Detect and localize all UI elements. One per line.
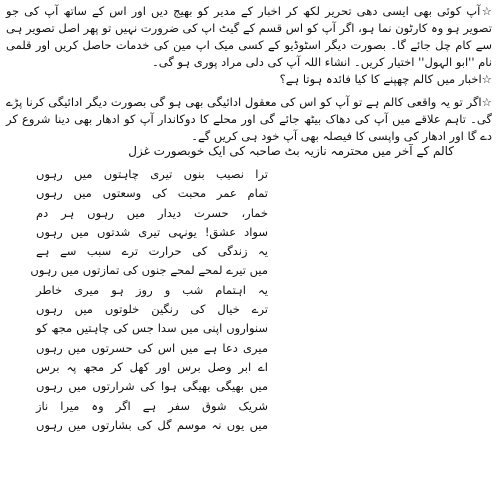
poem-line: شریک شوق سفر ہے اگر وہ میرا ناز	[36, 398, 268, 413]
poem-line: سنواروں اپنی میں سدا جس کی چاہتیں مجھ کو	[36, 321, 268, 336]
poem-line: تمام عمر محبت کی وسعتوں میں رہوں	[36, 186, 268, 201]
poem-line: یہ اہتمام شب و روز ہو میری خاطر	[36, 282, 268, 297]
poem-line: اے ابر وصل برس اور کھل کر مجھ پہ برس	[36, 359, 268, 374]
poem-intro: کالم کے آخر میں محترمہ نازیہ بٹ صاحبہ کی ایک خوبصورت غزل	[128, 144, 454, 158]
answer-paragraph: ☆اگر تو یہ واقعی کالم ہے تو آپ کو اس کی معقول ادائیگی بھی ہو گی بصورت دیگر ادائیگی کرنا پڑے گی۔ تاہم علاقے میں آپ کی دھاک بیٹھ جائے گی اور محلے کا دوکاندار آپ کو ادھار بھی دینا شروع کر دے گا اور ادھار کی واپسی کا فیصلہ بھی آپ خود ہی کریں گے۔	[6, 95, 492, 143]
poem-line: میری دعا ہے میں اس کی حسرتوں میں رہوں	[36, 340, 268, 355]
poem-line: میں یوں نہ موسم گل کی بشارتوں میں رہوں	[36, 417, 268, 432]
question-line: ☆اخبار میں کالم چھپنے کا کیا فائدہ ہوتا ہے؟	[279, 72, 492, 86]
poem-line: ترے خیال کی رنگین خلوتوں میں رہوں	[36, 302, 268, 317]
poem-block	[30, 165, 268, 435]
poem-line: میں بھیگی بھیگی ہوا کی شرارتوں میں رہوں	[36, 379, 268, 394]
poem-line: ترا نصیب بنوں تیری چاہتوں میں رہوں	[36, 167, 268, 181]
poem-line: خمار، حسرت دیدار میں رہوں ہر دم	[36, 205, 268, 220]
answer-paragraph: ☆آپ کوئی بھی ایسی دھی تحریر لکھ کر اخبار کے مدیر کو بھیج دیں اور اس کے ساتھ آپ کی جو تصویر ہو وہ کارٹون نما ہو، اگر آپ کو اس قسم کے گیٹ اپ کی ضرورت نہیں تو پھر اصل تصویر ہی سے کام چل جائے گا۔ بصورت دیگر اسٹوڈیو کے کسی میک اپ مین کی خدمات حاصل کریں اور قلمی نام ''ابو الہول'' اختیار کریں۔ انشاء اللہ آپ کی دلی مراد پوری ہو گی۔	[6, 4, 492, 69]
poem-line: یہ زندگی کی حرارت ترے سبب سے ہے	[36, 244, 268, 259]
poem-line: میں تیرے لمحے لمحے جنوں کی تمازتوں میں رہوں	[30, 263, 268, 278]
poem-line: سواد عشق! یونہی تیری شدتوں میں رہوں	[36, 224, 268, 239]
